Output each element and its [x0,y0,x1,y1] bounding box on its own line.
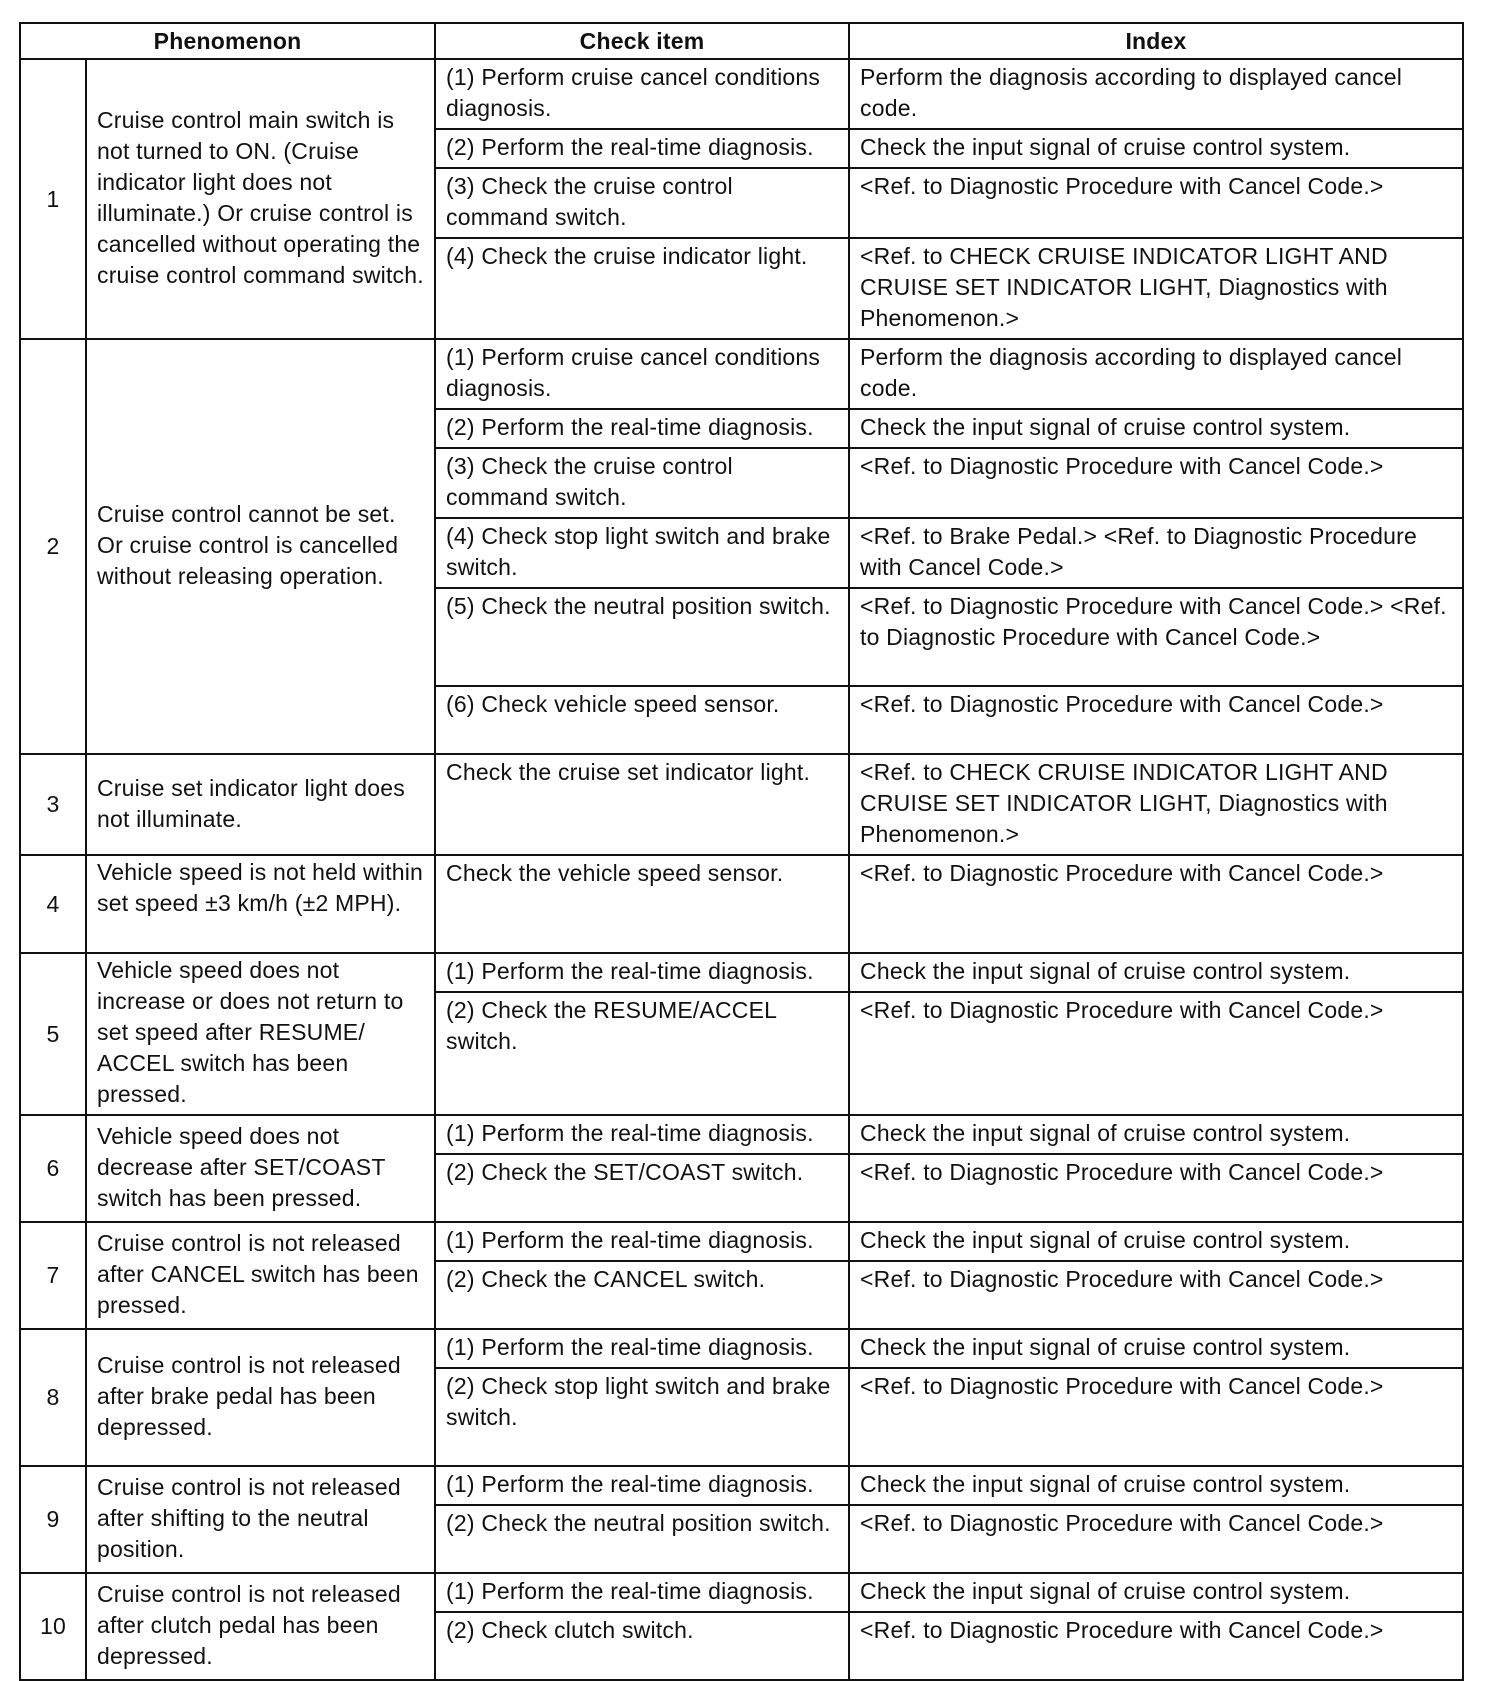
index-cell: Check the input signal of cruise control system. [849,1222,1463,1261]
table-row [20,855,1463,953]
phenomenon-cell: Cruise control is not released after clutch pedal has been depressed. [86,1573,435,1680]
check-item-cell: (2) Perform the real-time diagnosis. [435,129,849,168]
index-cell: Check the input signal of cruise control system. [849,1573,1463,1612]
check-item-cell: (1) Perform cruise cancel conditions diagnosis. [435,339,849,409]
check-item-cell: (2) Check clutch switch. [435,1612,849,1680]
check-item-cell: (3) Check the cruise control command switch. [435,168,849,238]
row-number: 5 [20,953,86,1115]
table-row [20,1115,1463,1154]
check-item-cell: (2) Check the SET/COAST switch. [435,1154,849,1222]
table-row [20,953,1463,992]
index-cell: Check the input signal of cruise control system. [849,1115,1463,1154]
index-cell: <Ref. to Diagnostic Procedure with Cancel Code.> [849,1261,1463,1329]
table-row [20,339,1463,409]
phenomenon-cell: Cruise control is not released after shifting to the neutral position. [86,1466,435,1573]
index-cell: <Ref. to Diagnostic Procedure with Cancel Code.> [849,1505,1463,1573]
index-cell: Perform the diagnosis according to displayed cancel code. [849,339,1463,409]
row-number: 3 [20,754,86,855]
check-item-cell: (1) Perform the real-time diagnosis. [435,1115,849,1154]
check-item-cell: (5) Check the neutral position switch. [435,588,849,686]
row-number: 4 [20,855,86,953]
index-cell: <Ref. to Diagnostic Procedure with Cancel Code.> [849,855,1463,953]
phenomenon-cell: Vehicle speed does not increase or does not return to set speed after RESUME/ ACCEL switch has been pressed. [86,953,435,1115]
table-body [20,59,1463,1680]
row-number: 1 [20,59,86,339]
index-cell: Check the input signal of cruise control system. [849,409,1463,448]
phenomenon-cell: Cruise control is not released after CANCEL switch has been pressed. [86,1222,435,1329]
index-cell: <Ref. to Diagnostic Procedure with Cancel Code.> [849,168,1463,238]
check-item-cell: (1) Perform the real-time diagnosis. [435,1466,849,1505]
check-item-cell: Check the vehicle speed sensor. [435,855,849,953]
header-phenomenon: Phenomenon [20,23,435,59]
check-item-cell: Check the cruise set indicator light. [435,754,849,855]
diagnostics-table [19,22,1464,1681]
phenomenon-cell: Cruise control is not released after brake pedal has been depressed. [86,1329,435,1466]
index-cell: <Ref. to Brake Pedal.> <Ref. to Diagnostic Procedure with Cancel Code.> [849,518,1463,588]
index-cell: <Ref. to Diagnostic Procedure with Cancel Code.> [849,686,1463,754]
check-item-cell: (1) Perform the real-time diagnosis. [435,1329,849,1368]
check-item-cell: (2) Check the RESUME/ACCEL switch. [435,992,849,1115]
table-row [20,1329,1463,1368]
phenomenon-cell: Cruise set indicator light does not illuminate. [86,754,435,855]
table-row [20,1222,1463,1261]
table-row [20,59,1463,129]
check-item-cell: (2) Check stop light switch and brake switch. [435,1368,849,1466]
index-cell: <Ref. to Diagnostic Procedure with Cancel Code.> [849,448,1463,518]
index-cell: Check the input signal of cruise control system. [849,1329,1463,1368]
index-cell: <Ref. to CHECK CRUISE INDICATOR LIGHT AND CRUISE SET INDICATOR LIGHT, Diagnostics with Phenomenon.> [849,754,1463,855]
table-row [20,1466,1463,1505]
index-cell: Check the input signal of cruise control system. [849,129,1463,168]
check-item-cell: (1) Perform the real-time diagnosis. [435,1573,849,1612]
index-cell: Perform the diagnosis according to displayed cancel code. [849,59,1463,129]
index-cell: <Ref. to Diagnostic Procedure with Cancel Code.> [849,992,1463,1115]
row-number: 6 [20,1115,86,1222]
header-check-item: Check item [435,23,849,59]
check-item-cell: (4) Check stop light switch and brake switch. [435,518,849,588]
header-index: Index [849,23,1463,59]
check-item-cell: (2) Perform the real-time diagnosis. [435,409,849,448]
row-number: 7 [20,1222,86,1329]
check-item-cell: (4) Check the cruise indicator light. [435,238,849,339]
check-item-cell: (1) Perform cruise cancel conditions diagnosis. [435,59,849,129]
index-cell: <Ref. to Diagnostic Procedure with Cancel Code.> <Ref. to Diagnostic Procedure with Cancel Code.> [849,588,1463,686]
index-cell: Check the input signal of cruise control system. [849,953,1463,992]
table-header [20,23,1463,59]
index-cell: <Ref. to CHECK CRUISE INDICATOR LIGHT AND CRUISE SET INDICATOR LIGHT, Diagnostics with Phenomenon.> [849,238,1463,339]
check-item-cell: (1) Perform the real-time diagnosis. [435,953,849,992]
row-number: 2 [20,339,86,754]
phenomenon-cell: Cruise control cannot be set. Or cruise control is cancelled without releasing operation. [86,339,435,754]
row-number: 9 [20,1466,86,1573]
check-item-cell: (2) Check the neutral position switch. [435,1505,849,1573]
index-cell: Check the input signal of cruise control system. [849,1466,1463,1505]
check-item-cell: (3) Check the cruise control command switch. [435,448,849,518]
header-row [20,23,1463,59]
check-item-cell: (1) Perform the real-time diagnosis. [435,1222,849,1261]
index-cell: <Ref. to Diagnostic Procedure with Cancel Code.> [849,1368,1463,1466]
phenomenon-cell: Vehicle speed is not held within set speed ±3 km/h (±2 MPH). [86,855,435,953]
phenomenon-cell: Vehicle speed does not decrease after SET/COAST switch has been pressed. [86,1115,435,1222]
table-row [20,1573,1463,1612]
phenomenon-cell: Cruise control main switch is not turned to ON. (Cruise indicator light does not illuminate.) Or cruise control is cancelled without operating the cruise control command switch. [86,59,435,339]
table-row [20,754,1463,855]
check-item-cell: (2) Check the CANCEL switch. [435,1261,849,1329]
row-number: 8 [20,1329,86,1466]
check-item-cell: (6) Check vehicle speed sensor. [435,686,849,754]
row-number: 10 [20,1573,86,1680]
index-cell: <Ref. to Diagnostic Procedure with Cancel Code.> [849,1612,1463,1680]
index-cell: <Ref. to Diagnostic Procedure with Cancel Code.> [849,1154,1463,1222]
